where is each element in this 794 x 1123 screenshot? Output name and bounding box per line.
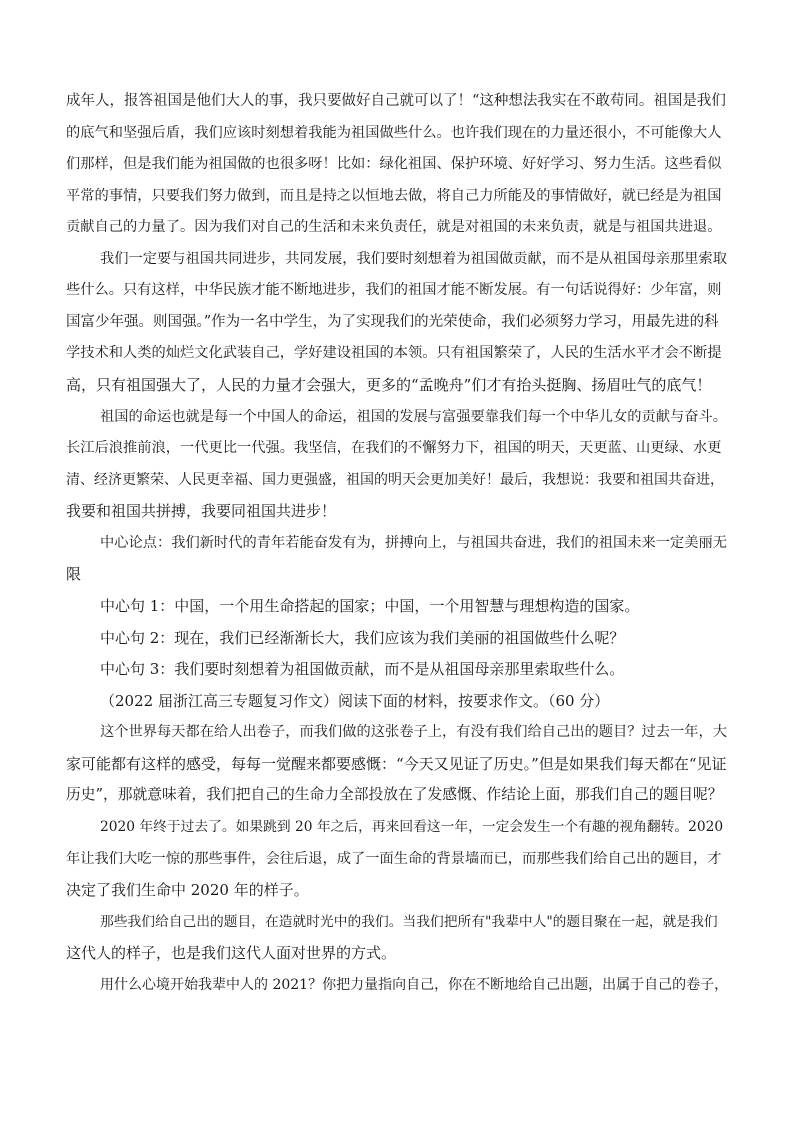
- text-line: 祖国的命运也就是每一个中国人的命运，祖国的发展与富强要靠我们每一个中华儿女的贡献与奋斗。: [100, 409, 728, 425]
- text-line: 那些我们给自己出的题目，在造就时光中的我们。当我们把所有"我辈中人"的题目聚在一起，就是我们: [100, 914, 718, 930]
- text-line: 2020 年终于过去了。如果跳到 20 年之后，再来回看这一年，一定会发生一个有趣的视角翻转。2020: [100, 819, 724, 835]
- text-line: 中心论点：我们新时代的青年若能奋发有为，拼搏向上，与祖国共奋进，我们的祖国未来一定美丽无: [100, 535, 728, 551]
- text-line: 们那样，但是我们能为祖国做的也很多呀！比如：绿化祖国、保护环境、好好学习、努力生活。这些看似: [66, 156, 722, 172]
- text-line: 我们一定要与祖国共同进步，共同发展，我们要时刻想着为祖国做贡献，而不是从祖国母亲那里索取: [100, 251, 728, 267]
- text-line: 贡献自己的力量了。因为我们对自己的生活和未来负责任，就是对祖国的未来负责，就是与祖国共进退。: [66, 219, 722, 235]
- text-line: 决定了我们生命中 2020 年的样子。: [66, 881, 309, 899]
- text-line: 中心句 1：中国，一个用生命搭起的国家；中国，一个用智慧与理想构造的国家。: [100, 597, 640, 615]
- text-line: 历史”，那就意味着，我们把自己的生命力全部投放在了发感慨、作结论上面，那我们自己的题目呢？: [66, 786, 723, 803]
- text-line: 高，只有祖国强大了，人民的力量才会强大，更多的“孟晚舟”们才有抬头挺胸、扬眉吐气的底气！: [66, 376, 712, 394]
- text-line: 平常的事情，只要我们努力做到，而且是持之以恒地去做，将自己力所能及的事情做好，就已经是为祖国: [66, 188, 722, 204]
- text-line: 长江后浪推前浪，一代更比一代强。我坚信，在我们的不懈努力下，祖国的明天，天更蓝、山更绿、水更: [66, 440, 722, 456]
- text-line: 些什么。只有这样，中华民族才能不断地进步，我们的祖国才能不断发展。有一句话说得好：少年富，则: [66, 282, 722, 298]
- text-line: 的底气和坚强后盾，我们应该时刻想着我能为祖国做些什么。也许我们现在的力量还很小，不可能像大人: [66, 125, 722, 141]
- text-line: 家可能都有这样的感受，每每一觉醒来都要感慨：“今天又见证了历史。”但是如果我们每天都在“见证: [66, 755, 727, 773]
- text-line: 学技术和人类的灿烂文化武装自己，学好建设祖国的本领。只有祖国繁荣了，人民的生活水平才会不断提: [66, 345, 722, 361]
- text-line: 年让我们大吃一惊的那些事件，会往后退，成了一面生命的背景墙而已，而那些我们给自己出的题目，才: [66, 851, 722, 867]
- text-line: 我要和祖国共拼搏，我要同祖国共进步！: [66, 502, 337, 520]
- text-line: 中心句 2：现在，我们已经渐渐长大，我们应该为我们美丽的祖国做些什么呢？: [100, 629, 625, 647]
- text-line: 这个世界每天都在给人出卷子，而我们做的这张卷子上，有没有我们给自己出的题目？过去一年，大: [100, 724, 728, 740]
- text-line: 用什么心境开始我辈中人的 2021？你把力量指向自己，你在不断地给自己出题，出属于自己的卷子，: [100, 977, 729, 993]
- text-line: 成年人，报答祖国是他们大人的事，我只要做好自己就可以了！“这种想法我实在不敢苟同。祖国是我们: [66, 93, 726, 109]
- text-line: （2022 届浙江高三专题复习作文）阅读下面的材料，按要求作文。（60 分）: [100, 692, 610, 710]
- text-line: 中心句 3：我们要时刻想着为祖国做贡献，而不是从祖国母亲那里索取些什么。: [100, 660, 625, 678]
- text-line: 国富少年强。则国强。”作为一名中学生，为了实现我们的光荣使命，我们必须努力学习，用最先进的科: [66, 314, 719, 330]
- text-line: 清、经济更繁荣、人民更幸福、国力更强盛，祖国的明天会更加美好！最后，我想说：我要和祖国共奋进，: [66, 472, 724, 488]
- text-line: 这代人的样子，也是我们这代人面对世界的方式。: [66, 944, 397, 962]
- text-line: 限: [66, 565, 82, 583]
